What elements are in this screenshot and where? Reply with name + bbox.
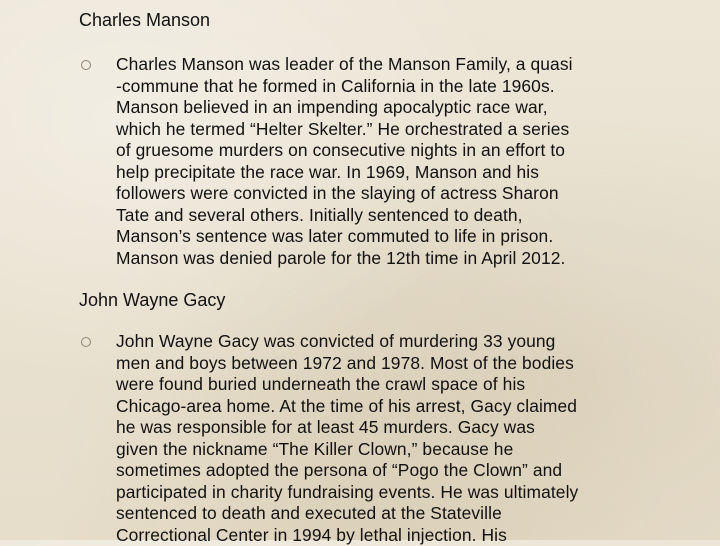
text-line: Correctional Center in 1994 by lethal injection. His: [116, 525, 645, 546]
text-line: participated in charity fundraising events. He was ultimately: [116, 482, 645, 504]
text-line: Manson’s sentence was later commuted to life in prison.: [116, 226, 645, 248]
text-line: Chicago-area home. At the time of his arrest, Gacy claimed: [116, 396, 645, 418]
text-line: which he termed “Helter Skelter.” He orchestrated a series: [116, 119, 645, 141]
text-line: followers were convicted in the slaying of actress Sharon: [116, 183, 645, 205]
text-line: given the nickname “The Killer Clown,” because he: [116, 439, 645, 461]
text-line: Manson was denied parole for the 12th time in April 2012.: [116, 248, 645, 270]
text-line: Manson believed in an impending apocalyptic race war,: [116, 97, 645, 119]
hollow-circle-bullet-icon: [80, 336, 92, 348]
text-line: -commune that he formed in California in the late 1960s.: [116, 76, 645, 98]
text-line: Charles Manson was leader of the Manson Family, a quasi: [116, 54, 645, 76]
bullet-text: [116, 54, 645, 269]
text-line: sometimes adopted the persona of “Pogo the Clown” and: [116, 460, 645, 482]
hollow-circle-bullet-icon: [80, 59, 92, 71]
section-heading-john-wayne-gacy: John Wayne Gacy: [79, 289, 225, 311]
text-line: John Wayne Gacy was convicted of murdering 33 young: [116, 331, 645, 353]
text-line: men and boys between 1972 and 1978. Most of the bodies: [116, 353, 645, 375]
text-line: sentenced to death and executed at the Stateville: [116, 503, 645, 525]
section-heading-charles-manson: Charles Manson: [79, 9, 210, 31]
bullet-text: [116, 331, 645, 546]
text-line: of gruesome murders on consecutive nights in an effort to: [116, 140, 645, 162]
text-line: Tate and several others. Initially sentenced to death,: [116, 205, 645, 227]
text-line: he was responsible for at least 45 murders. Gacy was: [116, 417, 645, 439]
text-line: help precipitate the race war. In 1969, Manson and his: [116, 162, 645, 184]
text-line: were found buried underneath the crawl space of his: [116, 374, 645, 396]
